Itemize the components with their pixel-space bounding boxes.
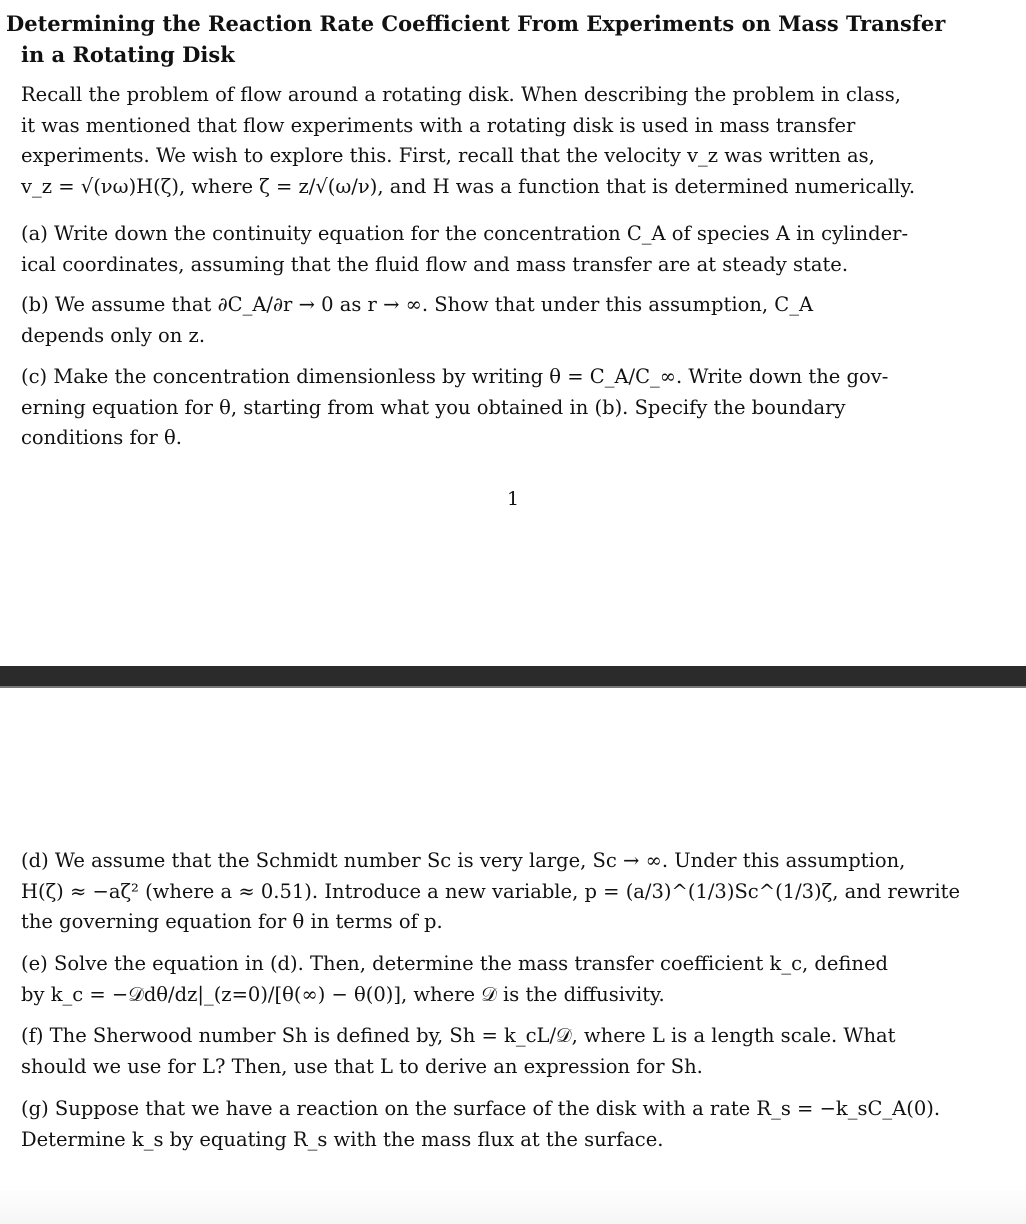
page-divider — [0, 666, 1026, 688]
part-g — [21, 1094, 987, 1155]
part-a-line: (a) Write down the continuity equation for the concentration C_A of species A in cylinder- — [21, 222, 909, 245]
part-e-line: by k_c = −𝒟dθ/dz|_(z=0)/[θ(∞) − θ(0)], where 𝒟 is the diffusivity. — [21, 982, 665, 1006]
page-number: 1 — [506, 488, 520, 510]
part-f — [21, 1021, 987, 1082]
part-d-line: (d) We assume that the Schmidt number Sc is very large, Sc → ∞. Under this assumption, — [21, 849, 906, 872]
intro-line: v_z = √(νω)H(ζ), where ζ = z/√(ω/ν), and H was a function that is determined numerically. — [21, 174, 916, 198]
part-c — [21, 362, 987, 454]
part-a-line: ical coordinates, assuming that the fluid flow and mass transfer are at steady state. — [21, 252, 849, 276]
intro-paragraph — [21, 80, 987, 202]
part-a — [21, 219, 987, 280]
part-c-line: erning equation for θ, starting from what you obtained in (b). Specify the boundary — [21, 395, 846, 419]
part-c-line: conditions for θ. — [21, 426, 182, 449]
part-e-line: (e) Solve the equation in (d). Then, determine the mass transfer coefficient k_c, defined — [21, 952, 889, 975]
part-g-line: Determine k_s by equating R_s with the mass flux at the surface. — [21, 1127, 664, 1151]
document-title — [6, 8, 1006, 70]
part-b-line: (b) We assume that ∂C_A/∂r → 0 as r → ∞. Show that under this assumption, C_A — [21, 293, 814, 316]
part-e — [21, 949, 987, 1010]
part-f-line: (f) The Sherwood number Sh is defined by, Sh = k_cL/𝒟, where L is a length scale. What — [21, 1024, 896, 1047]
intro-line: it was mentioned that flow experiments with a rotating disk is used in mass transfer — [21, 113, 856, 137]
part-g-line: (g) Suppose that we have a reaction on the surface of the disk with a rate R_s = −k_sC_A(0). — [21, 1097, 941, 1120]
part-d-line: the governing equation for θ in terms of p. — [21, 910, 443, 933]
title-line-1: Determining the Reaction Rate Coefficient From Experiments on Mass Transfer — [6, 11, 946, 36]
part-d — [21, 846, 987, 938]
page-2 — [0, 688, 1026, 1224]
intro-line: Recall the problem of flow around a rotating disk. When describing the problem in class, — [21, 83, 901, 106]
part-f-line: should we use for L? Then, use that L to derive an expression for Sh. — [21, 1054, 703, 1078]
part-c-line: (c) Make the concentration dimensionless by writing θ = C_A/C_∞. Write down the gov- — [21, 365, 889, 388]
page-bottom-shade — [0, 1184, 1026, 1224]
title-line-2: in a Rotating Disk — [21, 42, 235, 67]
part-d-line: H(ζ) ≈ −aζ² (where a ≈ 0.51). Introduce a new variable, p = (a/3)^(1/3)Sc^(1/3)ζ, and rewrite — [21, 879, 960, 903]
part-b-line: depends only on z. — [21, 323, 206, 347]
part-b — [21, 290, 987, 351]
intro-line: experiments. We wish to explore this. First, recall that the velocity v_z was written as, — [21, 144, 875, 167]
